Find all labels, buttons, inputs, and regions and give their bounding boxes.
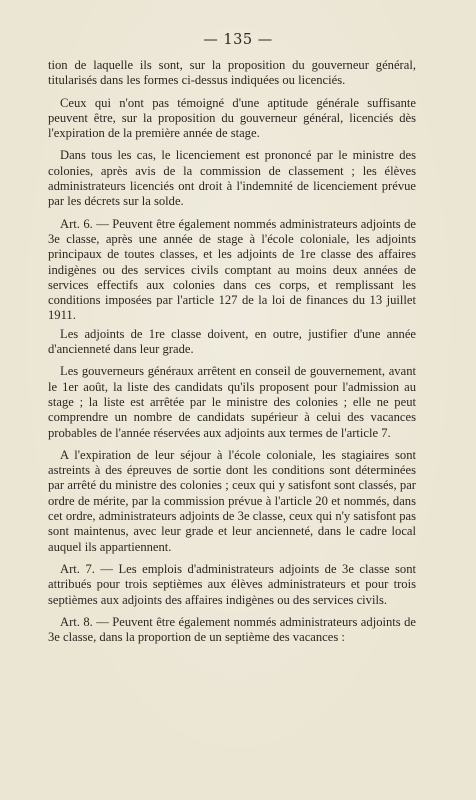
- paragraph: tion de laquelle ils sont, sur la proposition du gouverneur général, titularisés dans les formes ci-dessus indiquées ou licenciés.: [48, 58, 416, 88]
- paragraph: Dans tous les cas, le licenciement est prononcé par le ministre des colonies, après avis de la commission de classement ; les élèves administrateurs licenciés ont droit à l'indemnité de licenciement prévue par les décrets sur la solde.: [48, 148, 416, 209]
- paragraph: Les gouverneurs généraux arrêtent en conseil de gouvernement, avant le 1er août, la liste des candidats qu'ils proposent pour l'admission au stage ; la liste est arrêtée par le ministre des colonies ; elle ne peut comprendre un nombre de candidats supérieur à celui des vacances probables de l'année réservées aux adjoints aux termes de l'article 7.: [48, 364, 416, 440]
- page-number: — 135 —: [203, 32, 273, 48]
- paragraph: Ceux qui n'ont pas témoigné d'une aptitude générale suffisante peuvent être, sur la proposition du gouverneur général, licenciés dès l'expiration de la première année de stage.: [48, 95, 416, 141]
- paragraph-article-6: Art. 6. — Peuvent être également nommés administrateurs adjoints de 3e classe, après une année de stage à l'école coloniale, les adjoints principaux de toutes classes, et les adjoints de 1re classe des affaires indigènes ou des services civils comptant au moins deux années de services effectifs aux colonies dans ces corps, et remplissant les conditions imposées par l'article 127 de la loi de finances du 13 juillet 1911.: [48, 216, 416, 323]
- paragraph: A l'expiration de leur séjour à l'école coloniale, les stagiaires sont astreints à des épreuves de sortie dont les conditions sont déterminées par arrêté du ministre des colonies ; ceux qui y satisfont sont classés, par ordre de mérite, par la commission prévue à l'article 20 et nommés, dans cet ordre, administrateurs adjoints de 3e classe, ceux qui n'y satisfont pas sont maintenus, avec leur grade et leur ancienneté, dans le cadre local auquel ils appartiennent.: [48, 447, 416, 554]
- body-text: [48, 58, 416, 652]
- paragraph-article-8: Art. 8. — Peuvent être également nommés administrateurs adjoints de 3e classe, dans la proportion de un septième des vacances :: [48, 614, 416, 645]
- paragraph: Les adjoints de 1re classe doivent, en outre, justifier d'une année d'ancienneté dans leur grade.: [48, 326, 416, 357]
- paragraph-article-7: Art. 7. — Les emplois d'administrateurs adjoints de 3e classe sont attribués pour trois septièmes aux élèves administrateurs et pour trois septièmes aux adjoints des affaires indigènes ou des services civils.: [48, 561, 416, 607]
